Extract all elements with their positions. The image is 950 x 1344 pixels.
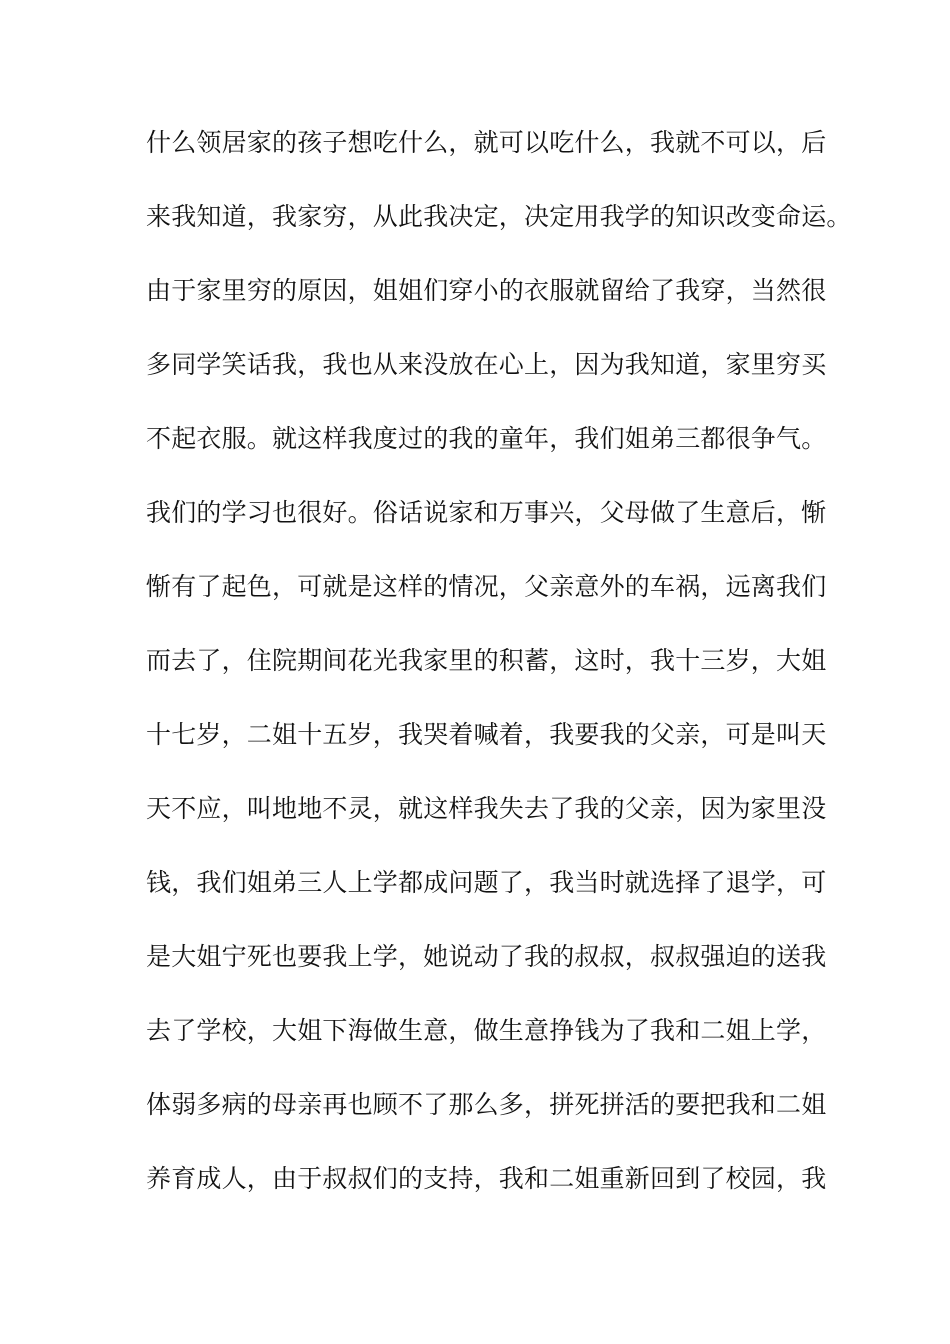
text-line-2: 来我知道，我家穷，从此我决定，决定用我学的知识改变命运。 [146,202,852,231]
text-line-7: 惭有了起色，可就是这样的情况，父亲意外的车祸，远离我们 [146,572,827,601]
text-line-8: 而去了，住院期间花光我家里的积蓄，这时，我十三岁，大姐 [146,646,827,675]
text-line-15: 养育成人，由于叔叔们的支持，我和二姐重新回到了校园，我 [146,1164,827,1193]
text-line-5: 不起衣服。就这样我度过的我的童年，我们姐弟三都很争气。 [146,424,827,453]
text-line-10: 天不应，叫地地不灵，就这样我失去了我的父亲，因为家里没 [146,794,827,823]
text-line-6: 我们的学习也很好。俗话说家和万事兴，父母做了生意后，惭 [146,498,827,527]
text-line-11: 钱，我们姐弟三人上学都成问题了，我当时就选择了退学，可 [146,868,827,897]
text-line-1: 什么领居家的孩子想吃什么，就可以吃什么，我就不可以，后 [146,128,827,157]
text-line-3: 由于家里穷的原因，姐姐们穿小的衣服就留给了我穿，当然很 [146,276,827,305]
text-line-14: 体弱多病的母亲再也顾不了那么多，拼死拼活的要把我和二姐 [146,1090,827,1119]
body-text [146,128,852,1240]
text-line-9: 十七岁，二姐十五岁，我哭着喊着，我要我的父亲，可是叫天 [146,720,827,749]
text-line-4: 多同学笑话我，我也从来没放在心上，因为我知道，家里穷买 [146,350,827,379]
text-line-13: 去了学校，大姐下海做生意，做生意挣钱为了我和二姐上学， [146,1016,827,1045]
text-line-12: 是大姐宁死也要我上学，她说动了我的叔叔，叔叔强迫的送我 [146,942,827,971]
